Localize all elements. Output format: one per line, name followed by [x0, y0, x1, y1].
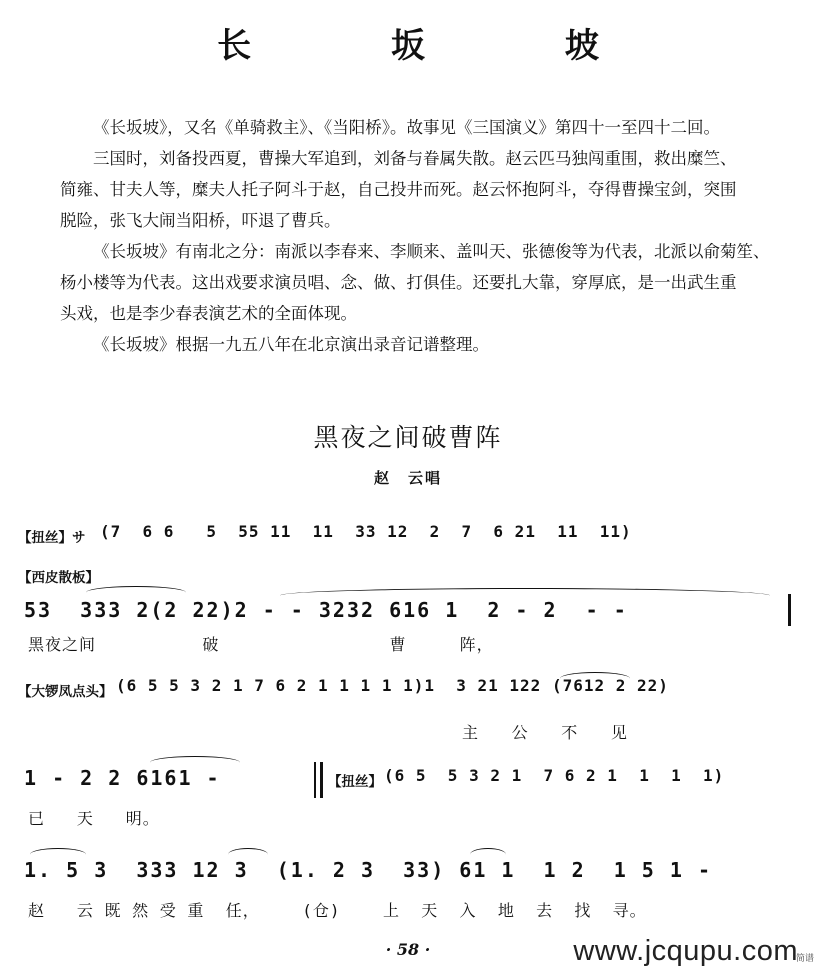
intro-line: 简雍、甘夫人等，糜夫人托子阿斗于赵，自己投井而死。赵云怀抱阿斗，夺得曹操宝剑，突围 — [60, 180, 737, 199]
barline — [320, 762, 323, 798]
lyric-line: 赵 云 既 然 受 重 任， (仓) 上 天 入 地 去 找 寻。 — [28, 901, 647, 920]
final-barline — [788, 594, 791, 626]
jianpu-notes: (6 5 5 3 2 1 7 6 2 1 1 1 1) — [384, 766, 725, 785]
jianpu-notes: 53 333 2(2 22)2 - - 3232 616 1 2 - 2 - - — [24, 598, 628, 622]
jianpu-notes: (6 5 5 3 2 1 7 6 2 1 1 1 1 1)1 3 21 122 (7612 2 22) — [116, 676, 669, 695]
lyric-line: 黑夜之间 破 曹 阵， — [28, 635, 494, 654]
intro-line: 杨小楼等为代表。这出戏要求演员唱、念、做、打俱佳。还要扎大靠，穿厚底，是一出武生重 — [60, 273, 737, 292]
jianpu-notes: 1 - 2 2 6161 - — [24, 766, 221, 790]
intro-line: 脱险，张飞大闹当阳桥，吓退了曹兵。 — [60, 211, 341, 230]
gong-mark: 【大锣凤点头】 — [18, 684, 113, 700]
banshi-mark: 【西皮散板】 — [18, 570, 99, 586]
page-title: 长 坂 坡 — [217, 26, 663, 66]
lyric-line: 已 天 明。 — [28, 809, 160, 828]
singer-credit: 赵 云唱 — [373, 469, 442, 487]
lyric-line: 主 公 不 见 — [462, 723, 639, 742]
intro-line: 《长坂坡》根据一九五八年在北京演出录音记谱整理。 — [93, 335, 489, 354]
intro-line: 三国时，刘备投西夏，曹操大军追到，刘备与眷属失散。赵云匹马独闯重围，救出糜竺、 — [93, 149, 737, 168]
tempo-mark: 【扭丝】サ — [18, 530, 86, 546]
jianpu-notes: (7 6 6 5 55 11 11 33 12 2 7 6 21 11 11) — [100, 522, 632, 541]
intro-line: 《长坂坡》，又名《单骑救主》、《当阳桥》。故事见《三国演义》第四十一至四十二回。 — [93, 118, 720, 137]
tempo-mark: 【扭丝】 — [328, 774, 382, 790]
jianpu-notes: 1. 5 3 333 12 3 (1. 2 3 33) 61 1 1 2 1 5 1 - — [24, 858, 713, 882]
intro-line: 头戏，也是李少春表演艺术的全面体现。 — [60, 304, 357, 323]
intro-line: 《长坂坡》有南北之分：南派以李春来、李顺来、盖叫天、张德俊等为代表，北派以俞菊笙、 — [93, 242, 770, 261]
song-title: 黑夜之间破曹阵 — [313, 423, 503, 452]
site-watermark: www.jcqupu.com — [573, 935, 798, 967]
page-number: · 58 · — [385, 940, 431, 959]
intro-text — [60, 112, 780, 360]
barline — [314, 762, 316, 798]
watermark-label: 简谱 — [795, 954, 814, 964]
